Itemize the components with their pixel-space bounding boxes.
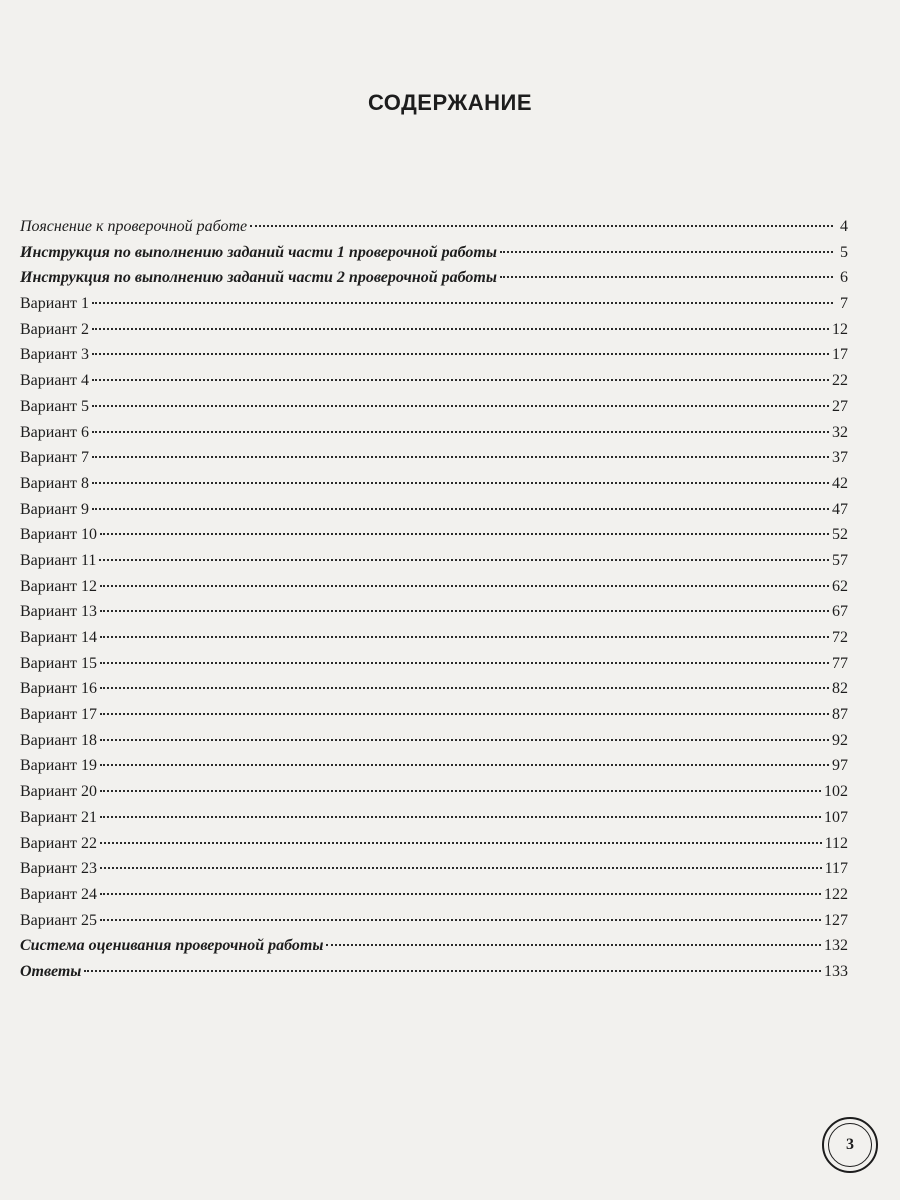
toc-entry [20,860,848,886]
toc-entry-page: 27 [832,397,848,415]
toc-entry [20,629,848,655]
toc-entry-page: 112 [824,834,848,852]
toc-entry-label: Вариант 3 [20,346,89,364]
toc-dot-leader [92,405,829,407]
toc-entry [20,501,848,527]
toc-entry-page: 133 [824,962,848,980]
toc-entry-page: 97 [832,757,848,775]
toc-entry-label: Вариант 6 [20,423,89,441]
toc-dot-leader [92,482,829,484]
toc-entry-page: 5 [840,243,848,261]
page-number: 3 [828,1123,872,1167]
toc-entry-page: 87 [832,706,848,724]
toc-entry-page: 47 [832,500,848,518]
toc-entry-page: 4 [840,218,848,235]
toc-entry-page: 102 [824,783,848,801]
toc-entry-page: 17 [832,346,848,364]
toc-entry [20,912,848,938]
toc-entry [20,706,848,732]
toc-entry-label: Вариант 18 [20,731,97,749]
toc-dot-leader [100,636,829,638]
toc-entry-label: Вариант 15 [20,654,97,672]
toc-entry-page: 62 [832,577,848,595]
toc-dot-leader [84,970,821,972]
toc-entry-label: Вариант 11 [20,551,97,569]
toc-entry-label: Вариант 7 [20,449,89,467]
toc-dot-leader [100,867,822,869]
toc-entry-page: 107 [824,808,848,826]
toc-entry-label: Вариант 17 [20,706,97,724]
toc-entry [20,269,848,295]
toc-entry-page: 132 [824,937,848,955]
toc-entry [20,783,848,809]
toc-entry-label: Инструкция по выполнению заданий части 1 проверочной работы [20,243,497,261]
toc-entry-label: Пояснение к проверочной работе [20,218,248,235]
toc-entry-label: Вариант 4 [20,372,89,390]
toc-entry-page: 67 [832,603,848,621]
toc-entry-label: Вариант 13 [20,603,97,621]
toc-dot-leader [92,431,829,433]
toc-entry-label: Вариант 19 [20,757,97,775]
toc-entry-label: Вариант 5 [20,397,89,415]
toc-entry-label: Вариант 20 [20,783,97,801]
toc-dot-leader [100,893,821,895]
toc-entry-label: Вариант 10 [20,526,97,544]
toc-dot-leader [100,790,821,792]
toc-entry-label: Вариант 9 [20,500,89,518]
toc-entry-label: Вариант 8 [20,474,89,492]
toc-entry-page: 22 [832,372,848,390]
toc-entry [20,937,848,963]
toc-dot-leader [500,251,833,253]
toc-entry-page: 82 [832,680,848,698]
toc-entry [20,372,848,398]
toc-entry [20,449,848,475]
toc-entry-label: Вариант 1 [20,295,89,313]
toc-dot-leader [100,662,829,664]
toc-entry-label: Инструкция по выполнению заданий части 2 проверочной работы [20,269,497,287]
toc-entry-page: 6 [840,269,848,287]
toc-dot-leader [100,533,829,535]
toc-entry-page: 7 [840,295,848,313]
toc-dot-leader [100,610,829,612]
toc-dot-leader [92,328,829,330]
toc-dot-leader [100,687,829,689]
toc-dot-leader [100,713,829,715]
toc-dot-leader [92,302,833,304]
toc-dot-leader [100,764,829,766]
toc-dot-leader [92,353,829,355]
toc-entry-page: 37 [832,449,848,467]
toc-dot-leader [92,508,829,510]
toc-entry-page: 12 [832,320,848,338]
toc-entry-page: 117 [824,860,848,878]
toc-entry [20,475,848,501]
toc-entry-label: Вариант 16 [20,680,97,698]
toc-entry [20,963,848,989]
toc-entry [20,680,848,706]
toc-dot-leader [100,585,829,587]
toc-entry-label: Вариант 25 [20,911,97,929]
toc-entry-label: Вариант 2 [20,320,89,338]
toc-entry-page: 57 [832,551,848,569]
toc-entry [20,578,848,604]
toc-entry [20,424,848,450]
toc-dot-leader [326,944,821,946]
toc-entry-label: Вариант 22 [20,834,97,852]
toc-entry [20,244,848,270]
toc-entry-page: 42 [832,474,848,492]
toc-entry-page: 122 [824,885,848,903]
toc-dot-leader [100,739,829,741]
toc-dot-leader [92,456,829,458]
toc-dot-leader [250,225,833,227]
toc-entry [20,295,848,321]
toc-entry-page: 72 [832,629,848,646]
toc-entry-page: 77 [832,654,848,672]
toc-entry-label: Система оценивания проверочной работы [20,937,324,955]
toc-dot-leader [92,379,829,381]
toc-entry-label: Вариант 23 [20,860,97,878]
toc-entry-label: Вариант 21 [20,808,97,826]
toc-entry-page: 52 [832,526,848,544]
toc-entry [20,655,848,681]
table-of-contents [20,218,848,989]
toc-entry-label: Вариант 14 [20,629,97,646]
toc-entry [20,398,848,424]
toc-entry-page: 127 [824,911,848,929]
toc-entry [20,809,848,835]
toc-entry [20,886,848,912]
toc-entry [20,552,848,578]
toc-entry [20,321,848,347]
toc-entry-label: Ответы [20,962,82,980]
toc-entry [20,835,848,861]
toc-dot-leader [100,816,821,818]
toc-entry-page: 92 [832,731,848,749]
toc-entry-label: Вариант 12 [20,577,97,595]
toc-entry [20,346,848,372]
page-title: СОДЕРЖАНИЕ [367,90,533,115]
toc-entry [20,526,848,552]
toc-dot-leader [99,559,829,561]
toc-dot-leader [500,276,833,278]
toc-dot-leader [100,919,821,921]
toc-entry-page: 32 [832,423,848,441]
page-number-badge [822,1117,878,1173]
toc-dot-leader [100,842,822,844]
toc-entry [20,757,848,783]
toc-entry [20,732,848,758]
toc-entry [20,603,848,629]
toc-entry [20,218,848,244]
toc-entry-label: Вариант 24 [20,885,97,903]
